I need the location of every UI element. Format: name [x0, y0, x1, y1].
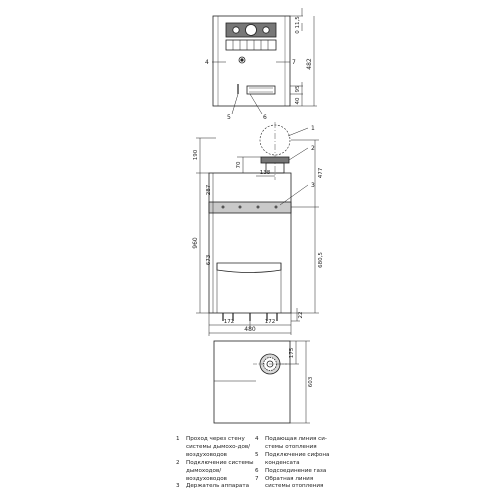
bottom-view-outline	[214, 341, 290, 423]
top-view	[213, 16, 290, 106]
legend-item-2	[176, 460, 258, 484]
legend-number: 4	[255, 436, 259, 442]
dim-label-190: 190	[193, 149, 199, 161]
flue-connection-circle	[246, 25, 257, 36]
legend-right	[255, 436, 337, 491]
flue-connector	[261, 157, 289, 163]
legend-item-7	[255, 476, 337, 492]
callout-1: 1	[311, 125, 315, 132]
dim-label-680-5: 680,5	[318, 252, 324, 268]
dim-label-480: 480	[244, 326, 256, 333]
dim-label-172-right: 172	[264, 319, 276, 325]
bottom-view	[214, 341, 290, 423]
legend-item-5	[255, 452, 337, 468]
mounting-rail	[247, 86, 275, 94]
legend-item-6	[255, 468, 337, 476]
callout-4: 4	[205, 59, 209, 66]
dim-label-22: 22	[298, 311, 304, 319]
dim-label-673: 673	[206, 254, 212, 266]
leader-5	[232, 94, 238, 114]
callout-3: 3	[311, 182, 315, 189]
dim-label-175: 175	[289, 347, 295, 359]
legend-item-1	[176, 436, 258, 460]
callout-7: 7	[292, 59, 296, 66]
dim-label-40: 40	[295, 97, 301, 105]
legend-left	[176, 436, 258, 491]
leader-1	[288, 128, 308, 136]
boiler-casing	[209, 173, 291, 313]
legend-item-4	[255, 436, 337, 452]
legend-number: 7	[255, 475, 259, 482]
wall-passage-circle	[260, 125, 290, 155]
legend-text: Подключение системы дымоходов/воздуховодов	[186, 459, 254, 482]
leader-3	[280, 185, 308, 205]
front-view	[209, 122, 291, 321]
callout-5: 5	[227, 114, 231, 121]
legend-text: Проход через стену системы дымохо-дов/воздуховодов	[186, 436, 251, 458]
dim-label-287: 287	[206, 184, 212, 196]
legend-text: Подключение сифона конденсата	[265, 451, 330, 466]
front-view-dimensions	[196, 128, 319, 336]
leader-6	[250, 94, 262, 114]
legend-text: Подсоединение газа	[265, 467, 327, 474]
legend-number: 6	[255, 467, 259, 474]
leader-2	[289, 148, 308, 160]
dim-label-960: 960	[192, 237, 199, 249]
mounting-bracket	[209, 202, 291, 213]
bottom-view-dimensions	[280, 341, 310, 423]
connection-circle-left	[233, 27, 239, 33]
legend-number: 1	[176, 436, 180, 442]
legend-number: 5	[255, 451, 259, 458]
dim-label-603: 603	[308, 376, 314, 388]
dim-label-482: 482	[306, 58, 313, 70]
dim-label-172-left: 172	[223, 319, 235, 325]
legend-number: 2	[176, 459, 180, 466]
legend-item-3	[176, 483, 258, 491]
dim-label-138: 138	[259, 170, 271, 176]
legend-text: Держатель аппарата	[186, 483, 250, 490]
pipe-bank	[226, 40, 276, 50]
legend-text: Подающая линия си-стемы отопления	[265, 436, 327, 450]
connection-circle-right	[263, 27, 269, 33]
callout-2: 2	[311, 145, 315, 152]
callout-6: 6	[263, 114, 267, 121]
dim-label-95: 95	[295, 85, 301, 93]
legend-text: Обратная линия системы отопления	[265, 475, 324, 490]
control-panel	[217, 263, 281, 273]
dim-label-70: 70	[236, 161, 242, 169]
legend-number: 3	[176, 483, 180, 490]
dim-label-11-5: 0 11,5	[295, 16, 301, 34]
dim-label-477: 477	[318, 167, 324, 179]
